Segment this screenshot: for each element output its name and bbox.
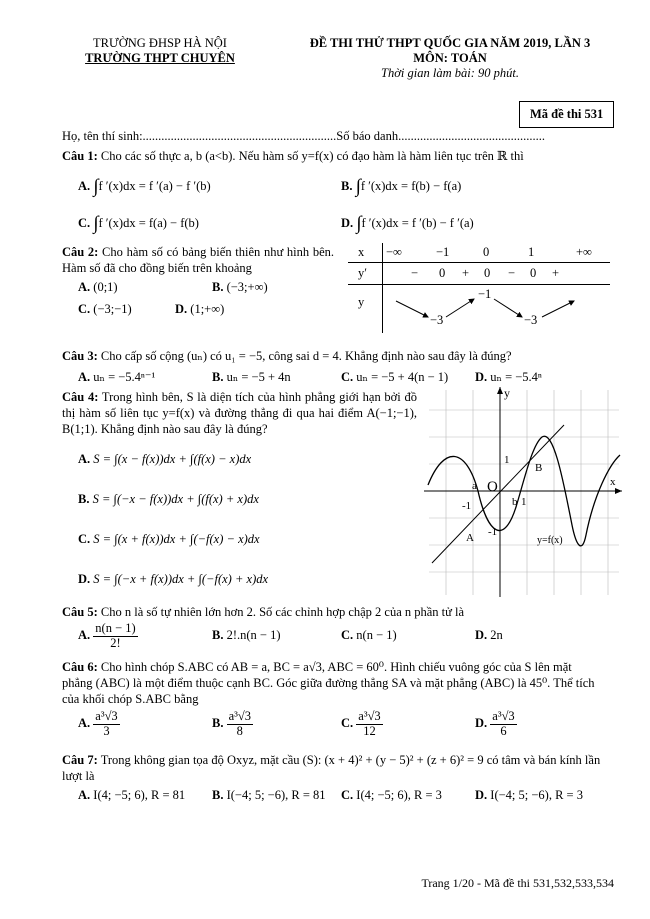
integral-sign: ∫ [93,176,99,197]
table-sign: − [508,266,516,280]
table-y-val: −3 [524,313,538,327]
table-x-val: −1 [436,245,450,259]
q5-option-d[interactable]: D. 2n [475,628,503,642]
exam-time: Thời gian làm bài: 90 phút. [381,66,519,80]
q1-option-a[interactable]: A. ∫f ′(x)dx = f ′(a) − f ′(b) [78,176,211,197]
question-5: Câu 5: Cho n là số tự nhiên lớn hơn 2. Số các chỉnh hợp chập 2 của n phần tử là [62,605,465,619]
point-a-label: a [472,480,477,492]
fraction: $\frac{\text{a³√3}}{12}$ [358,709,381,738]
q4-option-d[interactable]: D. S = ∫(−x + f(x))dx + ∫(−f(x) + x)dx [78,572,269,586]
fraction: $\frac{\text{a³√3}}{8}$ [228,709,251,738]
tick-plus1-y: 1 [504,454,510,466]
q1-option-b[interactable]: B. ∫f ′(x)dx = f(b) − f(a) [341,176,462,197]
function-graph [424,385,624,600]
q3-option-b[interactable]: B. uₙ = −5 + 4n [212,370,291,384]
table-y-val: −3 [430,313,444,327]
question-3: Câu 3: Cho cấp số cộng (uₙ) có u₁ = −5, công sai d = 4. Khẳng định nào sau đây là đúng? [62,349,512,363]
y-axis-label: y [504,386,510,400]
q4-option-b[interactable]: B. S = ∫(−x − f(x))dx + ∫(f(x) + x)dx [78,492,259,506]
graph-grid [429,390,619,595]
q5-option-b[interactable]: B. 2!.n(n − 1) [212,628,281,642]
fraction: $\frac{n(n - 1)}{2!}$ [95,621,136,650]
q5-option-a[interactable]: A. $\frac{n(n - 1)}{2!}$ [78,621,136,650]
q3-option-a[interactable]: A. uₙ = −5.4ⁿ⁻¹ [78,370,156,384]
q1-label: Câu 1: [62,149,98,163]
q1-option-d[interactable]: D. ∫f ′(x)dx = f ′(b) − f ′(a) [341,213,474,234]
integral-sign: ∫ [93,213,99,234]
point-A-label: A [466,532,474,544]
table-x-val: 1 [528,245,535,259]
origin-label: O [487,479,498,495]
fraction: $\frac{\text{a³√3}}{6}$ [492,709,515,738]
table-sign: 0 [484,266,491,280]
page-footer: Trang 1/20 - Mã đề thi 531,532,533,534 [421,876,614,890]
subject: MÔN: TOÁN [413,51,487,65]
question-6: Câu 6: Cho hình chóp S.ABC có AB = a, BC = a√3, ABC = 60⁰. Hình chiếu vuông góc của S lên mặt phẳng (ABC) là một điểm thuộc cạnh BC. Góc giữa đường thẳng SA và mặt phẳng (ABC) là 45⁰. Thể tích của khối chóp S.ABC bằng [62,660,595,706]
q1-text: Cho các số thực a, b (a<b). Nếu hàm số y=f(x) có đạo hàm là hàm liên tục trên ℝ thì [100,149,524,163]
exam-header [280,36,620,81]
point-B-label: B [535,462,543,474]
school-header [70,36,250,66]
table-sign: − [411,266,419,280]
tick-minus1-x: -1 [462,500,472,512]
y-arrow [497,387,503,394]
question-7: Câu 7: Trong không gian tọa độ Oxyz, mặt cầu (S): (x + 4)² + (y − 5)² + (z + 6)² = 9 có tâm và bán kính lần lượt là [62,753,601,783]
q7-option-a[interactable]: A. I(4; −5; 6), R = 81 [78,788,186,802]
table-yp-label: y′ [358,266,367,280]
question-4: Câu 4: Trong hình bên, S là diện tích của hình phẳng giới hạn bởi đồ thị hàm số liên tục y=f(x) và đường thẳng đi qua hai điểm A(−1;−1), B(1;1). Khẳng định nào sau đây là đúng? [62,390,417,436]
x-arrow [615,488,622,494]
point-b-label: b [512,496,518,508]
q2-option-c[interactable]: C. (−3;−1) [78,302,132,316]
exam-code-box: Mã đề thi 531 [519,101,614,128]
school-line1: TRƯỜNG ĐHSP HÀ NỘI [93,36,227,50]
x-axis-label: x [610,476,616,488]
variation-table [348,243,610,333]
name-line: Họ, tên thí sinh:..............................................................Số báo danh............................................... [62,129,545,143]
q1-option-c[interactable]: C. ∫f ′(x)dx = f(a) − f(b) [78,213,199,234]
q6-option-d[interactable]: D. $\frac{\text{a³√3}}{6}$ [475,709,515,738]
q7-option-d[interactable]: D. I(−4; 5; −6), R = 3 [475,788,583,802]
q4-option-a[interactable]: A. S = ∫(x − f(x))dx + ∫(f(x) − x)dx [78,452,252,466]
table-sign: + [552,266,560,280]
school-line2: TRƯỜNG THPT CHUYÊN [85,51,235,65]
f-label: y=f(x) [537,535,563,546]
exam-title: ĐỀ THI THỬ THPT QUỐC GIA NĂM 2019, LẦN 3 [309,36,591,50]
tick-minus1-y: -1 [488,526,498,538]
fraction: $\frac{\text{a³√3}}{3}$ [95,709,118,738]
q2-option-a[interactable]: A. (0;1) [78,280,118,294]
table-sign: 0 [530,266,537,280]
q3-option-c[interactable]: C. uₙ = −5 + 4(n − 1) [341,370,449,384]
q7-option-b[interactable]: B. I(−4; 5; −6), R = 81 [212,788,326,802]
table-sign: 0 [439,266,446,280]
q2-option-d[interactable]: D. (1;+∞) [175,302,225,316]
table-y-val: −1 [478,287,492,301]
q2-option-b[interactable]: B. (−3;+∞) [212,280,268,294]
question-1 [62,148,622,164]
q6-option-a[interactable]: A. $\frac{\text{a³√3}}{3}$ [78,709,118,738]
integral-sign: ∫ [356,213,362,234]
table-sign: + [462,266,470,280]
table-arrows [348,243,610,333]
q5-option-c[interactable]: C. n(n − 1) [341,628,397,642]
q6-option-c[interactable]: C. $\frac{\text{a³√3}}{12}$ [341,709,381,738]
table-x-val: +∞ [576,245,592,259]
q6-option-b[interactable]: B. $\frac{\text{a³√3}}{8}$ [212,709,251,738]
table-x-label: x [358,245,365,259]
q4-option-c[interactable]: C. S = ∫(x + f(x))dx + ∫(−f(x) − x)dx [78,532,260,546]
integral-sign: ∫ [355,176,361,197]
table-y-label: y [358,295,365,309]
table-x-val: −∞ [386,245,402,259]
q7-option-c[interactable]: C. I(4; −5; 6), R = 3 [341,788,442,802]
question-2: Câu 2: Cho hàm số có bảng biến thiên như hình bên. Hàm số đã cho đồng biến trên khoảng [62,245,335,275]
table-x-val: 0 [483,245,490,259]
q3-option-d[interactable]: D. uₙ = −5.4ⁿ [475,370,542,384]
tick-plus1-x: 1 [521,496,527,508]
